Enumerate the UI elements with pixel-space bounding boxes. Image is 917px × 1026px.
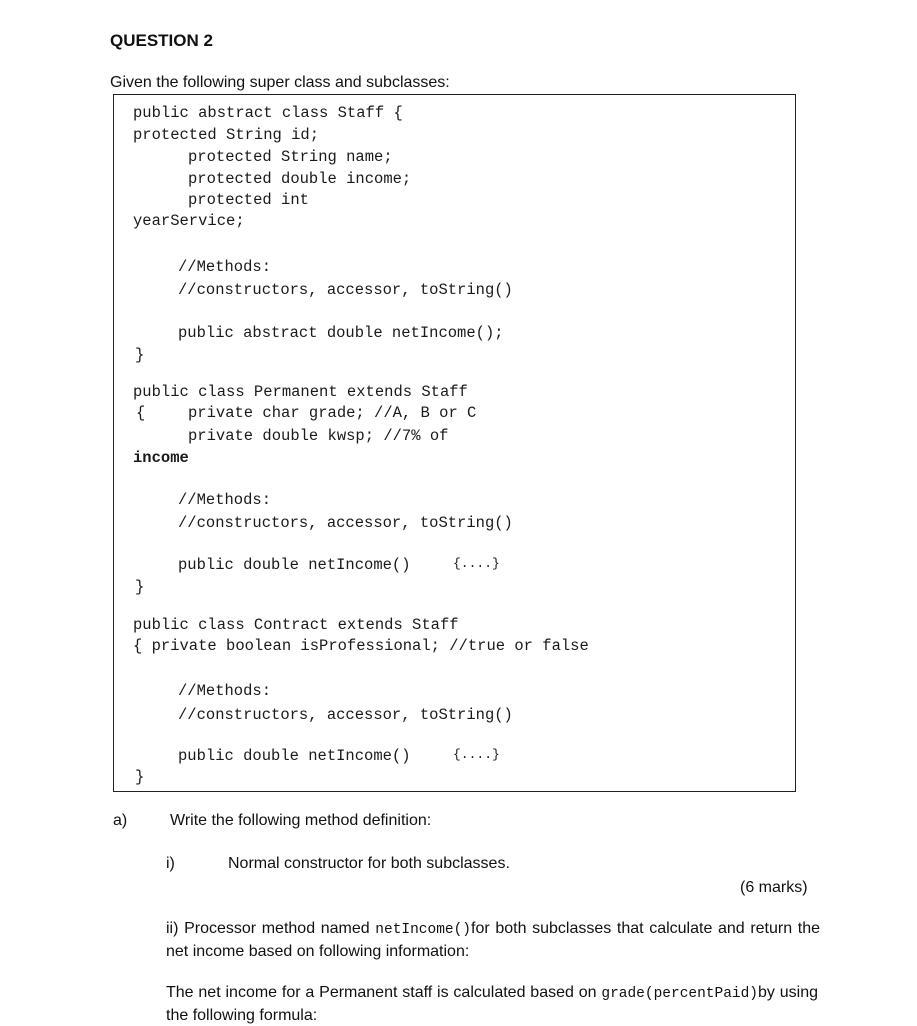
code-line: private double kwsp; //7% of [188, 427, 449, 445]
code-line: public abstract class Staff { [133, 104, 403, 122]
code-line: protected String name; [188, 148, 393, 166]
code-line: protected double income; [188, 170, 412, 188]
code-line: protected int [188, 191, 309, 209]
code-line: { private boolean isProfessional; //true or false [133, 637, 589, 655]
code-line: public double netIncome() [178, 556, 411, 574]
inline-code: grade(percentPaid) [601, 986, 759, 1002]
code-line: yearService; [133, 212, 245, 230]
part-a-ii-text [166, 918, 820, 962]
code-line: //constructors, accessor, toString() [178, 706, 513, 724]
code-line: public class Permanent extends Staff [133, 383, 468, 401]
code-line: } [135, 346, 145, 364]
part-a-i-text: Normal constructor for both subclasses. [228, 855, 510, 872]
code-line: //constructors, accessor, toString() [178, 514, 513, 532]
part-a-ii-post: for both subclasses that calculate and return the net income based on following information: [166, 920, 820, 960]
part-a-label: a) [113, 812, 128, 829]
code-line: //Methods: [178, 491, 272, 509]
code-line: //Methods: [178, 682, 272, 700]
part-a-text: Write the following method definition: [170, 812, 432, 829]
formula-intro-pre: The net income for a Permanent staff is calculated based on [166, 984, 602, 1001]
inline-code: netIncome() [375, 922, 472, 938]
code-line: { [136, 404, 146, 422]
marks-label: (6 marks) [740, 879, 808, 896]
code-line: public double netIncome() [178, 747, 411, 765]
code-line: income [133, 449, 189, 467]
formula-intro [166, 982, 818, 1026]
code-line: protected String id; [133, 126, 320, 144]
code-line: public abstract double netIncome(); [178, 324, 504, 342]
code-line: {....} [453, 556, 500, 571]
code-line: } [135, 768, 145, 786]
code-line: public class Contract extends Staff [133, 616, 459, 634]
part-a-ii-pre: ii) Processor method named [166, 920, 376, 937]
intro-text: Given the following super class and subclasses: [110, 74, 450, 91]
formula-intro-post: by using the following formula: [166, 984, 819, 1024]
question-heading: QUESTION 2 [110, 31, 213, 50]
code-line: } [135, 578, 145, 596]
code-line: {....} [453, 747, 500, 762]
part-a-i-label: i) [166, 855, 175, 872]
code-line: //Methods: [178, 258, 272, 276]
code-line: private char grade; //A, B or C [188, 404, 477, 422]
code-line: //constructors, accessor, toString() [178, 281, 513, 299]
